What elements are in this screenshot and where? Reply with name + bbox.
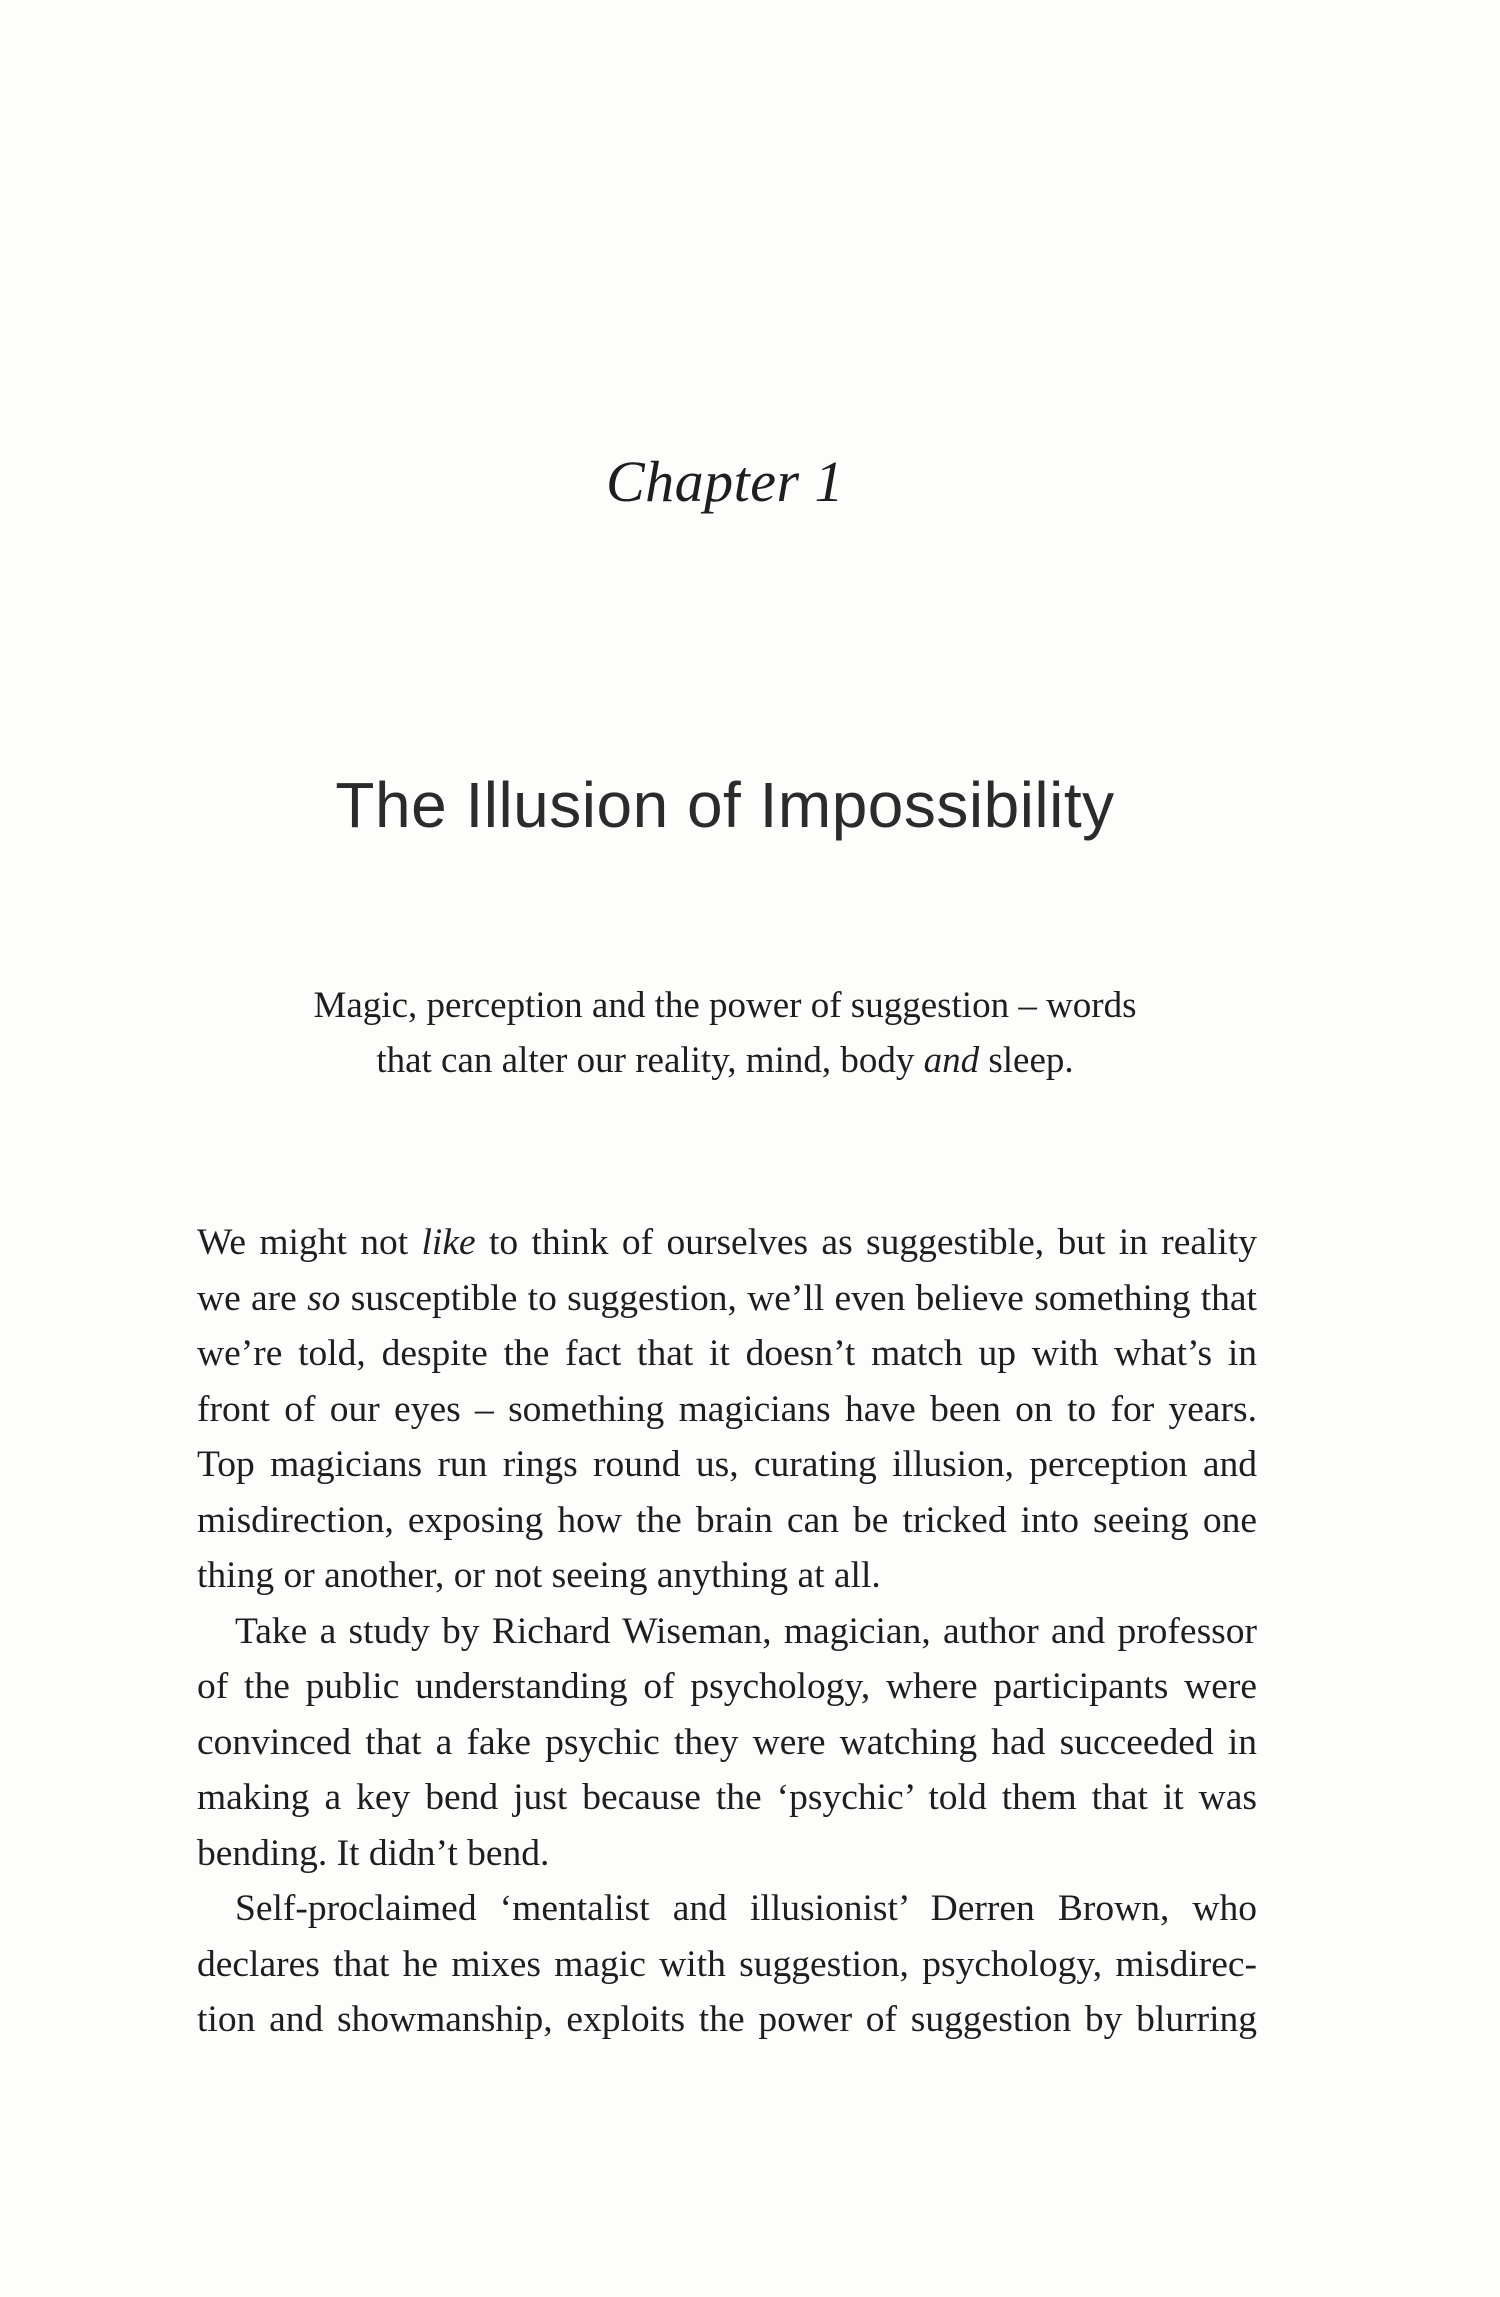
text-line: Self-proclaimed ‘mentalist and illusionist’ Derren Brown, who — [235, 1888, 1257, 1929]
text-run: We might not — [197, 1222, 422, 1263]
text-line: tion and showmanship, exploits the power of suggestion by blurring — [197, 1999, 1257, 2040]
text-line — [197, 1271, 1257, 1327]
epigraph-text: sleep. — [979, 1040, 1074, 1081]
epigraph — [250, 978, 1200, 1088]
text-run: to think of ourselves as suggestible, but in reality — [475, 1222, 1258, 1263]
paragraph-1 — [197, 1215, 1257, 1604]
text-line: misdirection, exposing how the brain can be tricked into seeing one — [197, 1499, 1257, 1541]
text-line — [197, 1215, 1257, 1271]
text-line: thing or another, or not seeing anything at all. — [197, 1555, 881, 1596]
text-line: convinced that a fake psychic they were watching had succeeded in — [197, 1721, 1257, 1763]
emphasis: like — [421, 1222, 476, 1263]
text-run: we are — [197, 1277, 308, 1319]
paragraph-3 — [197, 1881, 1257, 2048]
epigraph-text: that can alter our reality, mind, body — [376, 1040, 924, 1081]
epigraph-line: Magic, perception and the power of suggestion – words — [313, 985, 1137, 1026]
paragraph-2 — [197, 1604, 1257, 1882]
body-text — [197, 1215, 1257, 2048]
epigraph-line — [250, 1033, 1200, 1088]
emphasis: so — [307, 1277, 341, 1319]
chapter-label: Chapter 1 — [605, 449, 845, 514]
text-line: Take a study by Richard Wiseman, magician, author and professor — [235, 1610, 1257, 1652]
text-line: Top magicians run rings round us, curating illusion, perception and — [197, 1444, 1257, 1485]
text-line: front of our eyes – something magicians have been on to for years. — [197, 1388, 1257, 1430]
chapter-title: The Illusion of Impossibility — [335, 769, 1115, 841]
text-line: making a key bend just because the ‘psychic’ told them that it was — [197, 1777, 1257, 1818]
text-line: bending. It didn’t bend. — [197, 1832, 550, 1874]
text-run: susceptible to suggestion, we’ll even believe something that — [340, 1277, 1257, 1319]
epigraph-emphasis: and — [923, 1040, 980, 1081]
text-line: of the public understanding of psychology, where participants were — [197, 1666, 1257, 1707]
text-line: we’re told, despite the fact that it doesn’t match up with what’s in — [197, 1333, 1257, 1374]
text-line: declares that he mixes magic with suggestion, psychology, misdirec- — [197, 1943, 1257, 1985]
